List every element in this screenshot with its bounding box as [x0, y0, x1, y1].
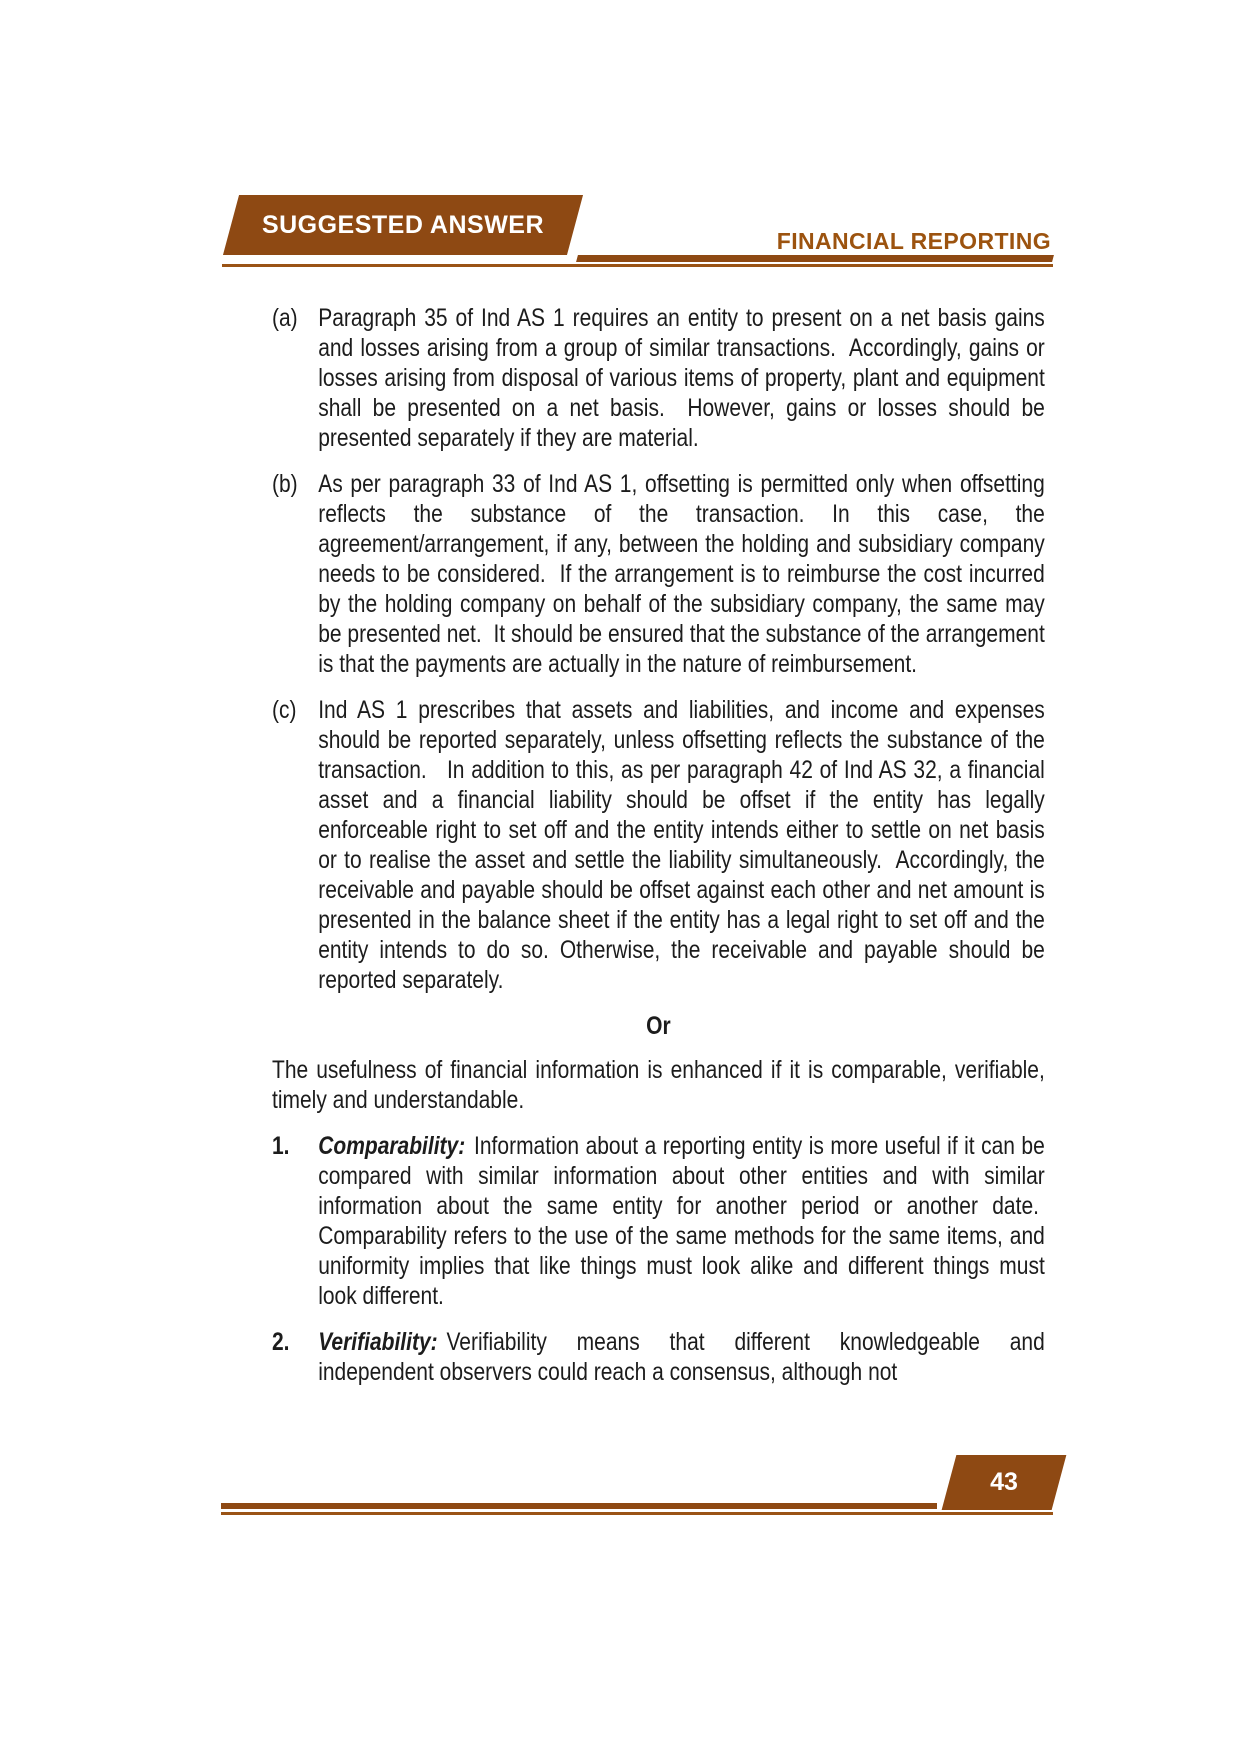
footer-rule-thin	[221, 1512, 1053, 1515]
page-number: 43	[990, 1468, 1018, 1496]
banner-label: SUGGESTED ANSWER	[261, 211, 545, 239]
lettered-item-a	[272, 303, 1045, 453]
numbered-item-1	[272, 1131, 1045, 1311]
item-label: (c)	[272, 696, 297, 724]
item-text: Verifiability means that different knowledgeable and independent observers could reach a consensus, although not	[318, 1328, 1045, 1386]
item-label: (b)	[272, 470, 298, 498]
item-label: (a)	[272, 304, 298, 332]
footer-rule-thick	[221, 1503, 937, 1509]
header-rule-thick	[576, 255, 1054, 262]
item-term: Comparability:	[318, 1132, 466, 1160]
or-divider: Or	[646, 1012, 671, 1040]
report-title: FINANCIAL REPORTING	[776, 228, 1051, 254]
item-text: Ind AS 1 prescribes that assets and liabilities, and income and expenses should be reported separately, unless offsetting reflects the substance of the transaction. In addition to this, as per paragraph 42 of Ind AS 32, a financial asset and a financial liability should be offset if the entity has legally enforceable right to set off and the entity intends either to settle on net basis or to realise the asset and settle the liability simultaneously. Accordingly, the receivable and payable should be offset against each other and net amount is presented in the balance sheet if the entity has a legal right to set off and the entity intends to do so. Otherwise, the receivable and payable should be reported separately.	[318, 696, 1045, 994]
numbered-item-2	[272, 1327, 1045, 1387]
item-term: Verifiability:	[318, 1328, 438, 1356]
intro-paragraph: The usefulness of financial information is enhanced if it is comparable, verifiable, timely and understandable.	[272, 1056, 1045, 1114]
item-number: 1.	[272, 1132, 290, 1160]
item-number: 2.	[272, 1328, 290, 1356]
header-rule-thin	[222, 264, 1053, 267]
item-text: Information about a reporting entity is more useful if it can be compared with similar information about other entities and with similar information about the same entity for another period or another date. Comparability refers to the use of the same methods for the same items, and uniformity implies that like things must look alike and different things must look different.	[318, 1132, 1045, 1310]
item-text: Paragraph 35 of Ind AS 1 requires an entity to present on a net basis gains and losses arising from a group of similar transactions. Accordingly, gains or losses arising from disposal of various items of property, plant and equipment shall be presented on a net basis. However, gains or losses should be presented separately if they are material.	[318, 304, 1045, 452]
item-text: As per paragraph 33 of Ind AS 1, offsetting is permitted only when offsetting reflects the substance of the transaction. In this case, the agreement/arrangement, if any, between the holding and subsidiary company needs to be considered. If the arrangement is to reimburse the cost incurred by the holding company on behalf of the subsidiary company, the same may be presented net. It should be ensured that the substance of the arrangement is that the payments are actually in the nature of reimbursement.	[318, 470, 1045, 678]
lettered-item-b	[272, 469, 1045, 679]
lettered-item-c	[272, 695, 1045, 995]
answer-body	[272, 303, 1045, 1403]
